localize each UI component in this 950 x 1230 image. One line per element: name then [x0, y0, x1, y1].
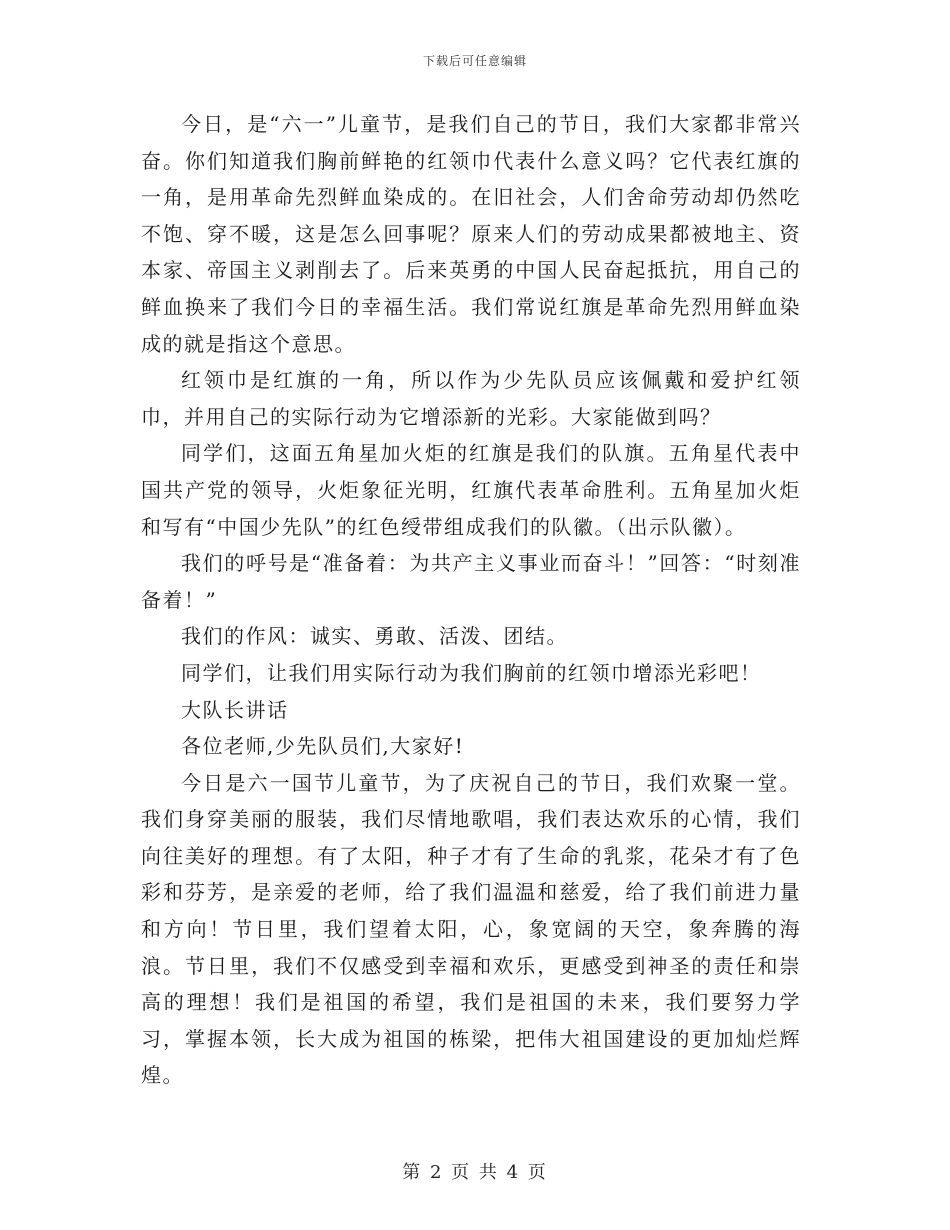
paragraph: 我们的作风：诚实、勇敢、活泼、团结。 [181, 624, 568, 649]
header-note: 下载后可任意编辑 [422, 54, 527, 68]
paragraph: 同学们，这面五角星加火炬的红旗是我们的队旗。五角星代表中国共产党的领导，火炬象征光明，红旗代表革命胜利。五角星加火炬和写有“中国少先队”的红色绶带组成我们的队徽。（出示队徽）。 [141, 441, 801, 539]
paragraph: 今日是六一国节儿童节，为了庆祝自己的节日，我们欢聚一堂。我们身穿美丽的服装，我们尽情地歌唱，我们表达欢乐的心情，我们向往美好的理想。有了太阳，种子才有了生命的乳浆，花朵才有了色彩和芬芳，是亲爱的老师，给了我们温温和慈爱，给了我们前进力量和方向！节日里，我们望着太阳，心，象宽阔的天空，象奔腾的海浪。节日里，我们不仅感受到幸福和欢乐，更感受到神圣的责任和崇高的理想！我们是祖国的希望，我们是祖国的未来，我们要努力学习，掌握本领，长大成为祖国的栋梁，把伟大祖国建设的更加灿烂辉煌。 [141, 770, 801, 1088]
greeting: 各位老师,少先队员们,大家好! [181, 734, 465, 759]
paragraph: 我们的呼号是“准备着：为共产主义事业而奋斗！”回答：“时刻准备着！” [141, 551, 801, 612]
paragraph: 红领巾是红旗的一角，所以作为少先队员应该佩戴和爱护红领巾，并用自己的实际行动为它增添新的光彩。大家能做到吗？ [141, 368, 801, 429]
section-heading: 大队长讲话 [181, 697, 289, 722]
paragraph: 今日，是“六一”儿童节，是我们自己的节日，我们大家都非常兴奋。你们知道我们胸前鲜艳的红领巾代表什么意义吗？它代表红旗的一角，是用革命先烈鲜血染成的。在旧社会，人们舍命劳动却仍然吃不饱、穿不暖，这是怎么回事呢？原来人们的劳动成果都被地主、资本家、帝国主义剥削去了。后来英勇的中国人民奋起抵抗，用自己的鲜血换来了我们今日的幸福生活。我们常说红旗是革命先烈用鲜血染成的就是指这个意思。 [141, 112, 801, 356]
page-number: 第 2 页 共 4 页 [402, 1162, 548, 1183]
paragraph: 同学们，让我们用实际行动为我们胸前的红领巾增添光彩吧！ [181, 660, 762, 685]
body-text [141, 106, 801, 1094]
